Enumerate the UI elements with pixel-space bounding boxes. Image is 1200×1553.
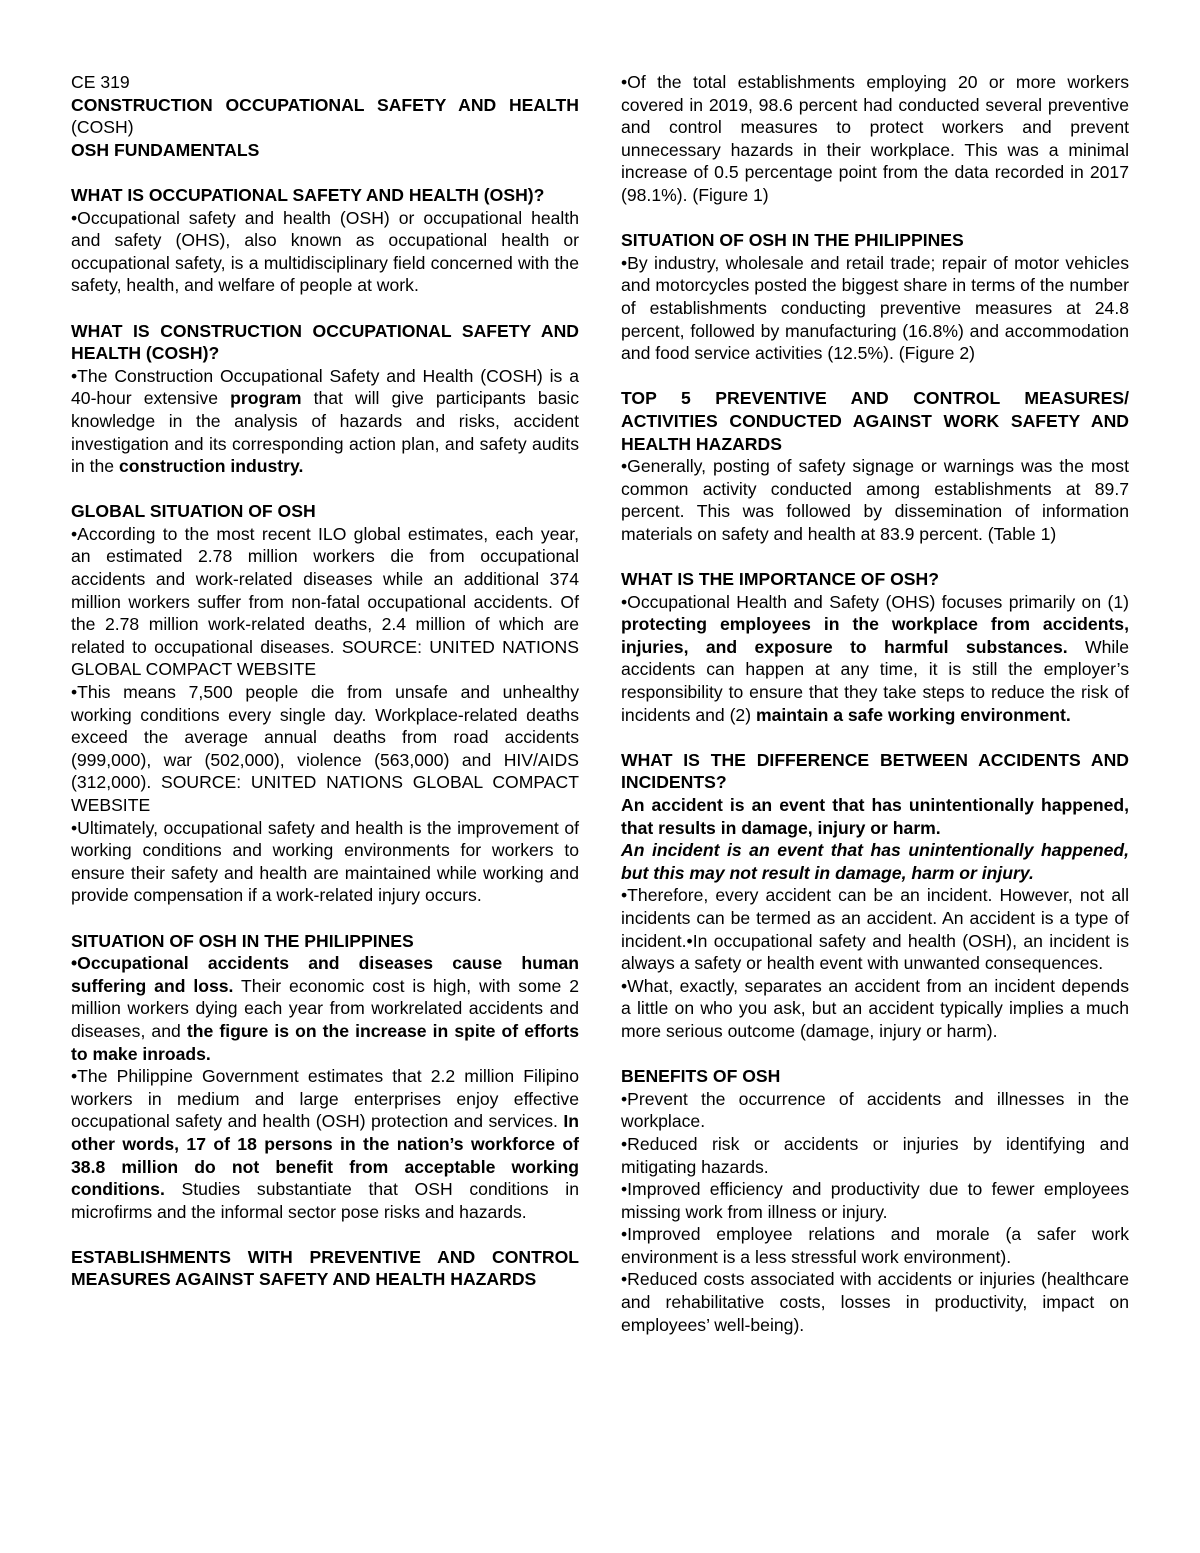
paragraph-importance: [621, 591, 1129, 727]
cosh-text-a: •The Construction Occupational Safety and Health (COSH) is a 40-hour extensive: [71, 365, 579, 409]
gov-estimates-bold: In other words, 17 of 18 persons in the nation’s workforce of 38.8 million do not benefit from acceptable working conditions.: [71, 1111, 579, 1200]
importance-text-a: •Occupational Health and Safety (OHS) focuses primarily on (1): [621, 591, 1129, 612]
paragraph-government-estimates: [71, 1065, 579, 1223]
spacer: [621, 1043, 1129, 1066]
section-heading-what-is-cosh: WHAT IS CONSTRUCTION OCCUPATIONAL SAFETY AND HEALTH (COSH)?: [71, 320, 579, 364]
paragraph-safety-signage: •Generally, posting of safety signage or warnings was the most common activity conducted among establishments at 89.7 percent. This was followed by dissemination of information materials on safety and health at 83.9 percent. (Table 1): [621, 456, 1129, 544]
spacer: [71, 1223, 579, 1246]
economic-cost-bold-c: the figure is on the increase in spite of efforts to make inroads.: [71, 1020, 579, 1064]
spacer: [71, 297, 579, 320]
paragraph-total-establishments: •Of the total establishments employing 20 or more workers covered in 2019, 98.6 percent had conducted several preventive and control measures to protect workers and prevent unnecessary hazards in their workplace. This was a minimal increase of 0.5 percentage point from the data recorded in 2017 (98.1%). (Figure 1): [621, 72, 1129, 205]
importance-bold-d: maintain a safe working environment.: [755, 704, 1071, 725]
section-heading-difference: WHAT IS THE DIFFERENCE BETWEEN ACCIDENTS AND INCIDENTS?: [621, 749, 1129, 793]
spacer: [621, 365, 1129, 388]
paragraph-ilo-estimates: •According to the most recent ILO global estimates, each year, an estimated 2.78 million workers die from occupational accidents and work-related diseases while an additional 374 million workers suffer from non-fatal occupational accidents. Of the 2.78 million work-related deaths, 2.4 million of which are related to occupational diseases. SOURCE: UNITED NATIONS GLOBAL COMPACT WEBSITE: [71, 523, 579, 680]
section-heading-top5-measures: TOP 5 PREVENTIVE AND CONTROL MEASURES/ ACTIVITIES CONDUCTED AGAINST WORK SAFETY AND HEALTH HAZARDS: [621, 388, 1129, 454]
course-title: [71, 94, 579, 139]
spacer: [621, 545, 1129, 568]
benefit-item: •Reduced costs associated with accidents or injuries (healthcare and rehabilitative costs, losses in productivity, impact on employees’ well-being).: [621, 1269, 1129, 1335]
spacer: [621, 207, 1129, 230]
course-title-rest: (COSH): [71, 117, 134, 138]
importance-bold-b: protecting employees in the workplace from accidents, injuries, and exposure to harmful substances.: [621, 614, 1129, 657]
right-column: [621, 71, 1129, 1336]
spacer: [71, 907, 579, 930]
definition-accident: An accident is an event that has unintentionally happened, that results in damage, injury or harm.: [621, 795, 1129, 838]
benefit-item: •Improved efficiency and productivity due to fewer employees missing work from illness or injury.: [621, 1179, 1129, 1222]
paragraph-what-separates: •What, exactly, separates an accident from an incident depends a little on who you ask, but an accident typically implies a much more serious outcome (damage, injury or harm).: [621, 975, 1129, 1041]
section-heading-philippines-situation: SITUATION OF OSH IN THE PHILIPPINES: [71, 930, 414, 951]
definition-incident: An incident is an event that has unintentionally happened, but this may not result in damage, harm or injury.: [621, 840, 1129, 883]
spacer: [621, 726, 1129, 749]
section-heading-benefits: BENEFITS OF OSH: [621, 1066, 781, 1087]
paragraph-economic-cost: [71, 952, 579, 1065]
course-code: CE 319: [71, 72, 130, 92]
economic-cost-text: Their economic cost is high, with some 2 million workers dying each year from workrelated accidents and diseases, and: [71, 975, 579, 1041]
paragraph-cosh-definition: [71, 365, 579, 478]
benefit-item: •Prevent the occurrence of accidents and illnesses in the workplace.: [621, 1088, 1129, 1132]
benefit-item: •Reduced risk or accidents or injuries by identifying and mitigating hazards.: [621, 1133, 1129, 1177]
gov-estimates-text-a: •The Philippine Government estimates that 2.2 million Filipino workers in medium and large enterprises enjoy effective occupational safety and health (OSH) protection and services.: [71, 1066, 579, 1132]
spacer: [71, 478, 579, 501]
gov-estimates-text-c: Studies substantiate that OSH conditions in microfirms and the informal sector pose risks and hazards.: [71, 1179, 579, 1222]
spacer: [71, 161, 579, 184]
paragraph-ultimately: •Ultimately, occupational safety and health is the improvement of working conditions and working environments for workers to ensure their safety and health are maintained while working and provide compensation if a work-related injury occurs.: [71, 817, 579, 906]
section-heading-what-is-osh: WHAT IS OCCUPATIONAL SAFETY AND HEALTH (OSH)?: [71, 184, 545, 205]
paragraph-therefore: •Therefore, every accident can be an incident. However, not all incidents can be termed as an accident. An accident is a type of incident.•In occupational safety and health (OSH), an incident is always a safety or health event with unwanted consequences.: [621, 885, 1129, 974]
section-heading-philippines-situation-2: SITUATION OF OSH IN THE PHILIPPINES: [621, 230, 964, 251]
importance-text-c: While accidents can happen at any time, it is still the employer’s responsibility to ensure that they take steps to reduce the risk of incidents and (2): [621, 636, 1129, 725]
section-heading-importance: WHAT IS THE IMPORTANCE OF OSH?: [621, 569, 939, 590]
paragraph-by-industry: •By industry, wholesale and retail trade; repair of motor vehicles and motorcycles posted the biggest share in terms of the number of establishments conducting preventive measures at 24.8 percent, followed by manufacturing (16.8%) and accommodation and food service activities (12.5%). (Figure 2): [621, 252, 1129, 364]
section-heading-establishments: ESTABLISHMENTS WITH PREVENTIVE AND CONTROL MEASURES AGAINST SAFETY AND HEALTH HAZARDS: [71, 1246, 579, 1290]
cosh-text-industry: construction industry.: [118, 456, 304, 477]
module-title: OSH FUNDAMENTALS: [71, 139, 260, 160]
cosh-text-c: that will give participants basic knowledge in the analysis of hazards and risks, accident investigation and its corresponding action plan, and safety audits in the: [71, 388, 579, 477]
section-heading-global-situation: GLOBAL SITUATION OF OSH: [71, 501, 316, 522]
economic-cost-bold-a: •Occupational accidents and diseases cause human suffering and loss.: [71, 953, 579, 996]
cosh-text-program: program: [230, 388, 302, 409]
paragraph-osh-definition: •Occupational safety and health (OSH) or occupational health and safety (OHS), also known as occupational health or occupational safety, is a multidisciplinary field concerned with the safety, health, and welfare of people at work.: [71, 207, 579, 296]
paragraph-daily-deaths: •This means 7,500 people die from unsafe and unhealthy working conditions every single day. Workplace-related deaths exceed the average annual deaths from road accidents (999,000), war (502,000), violence (563,000) and HIV/AIDS (312,000). SOURCE: UNITED NATIONS GLOBAL COMPACT WEBSITE: [71, 682, 579, 815]
course-title-bold: CONSTRUCTION OCCUPATIONAL SAFETY AND HEALTH: [71, 94, 579, 115]
benefit-item: •Improved employee relations and morale (a safer work environment is a less stressful work environment).: [621, 1224, 1129, 1267]
left-column: [71, 71, 579, 1291]
